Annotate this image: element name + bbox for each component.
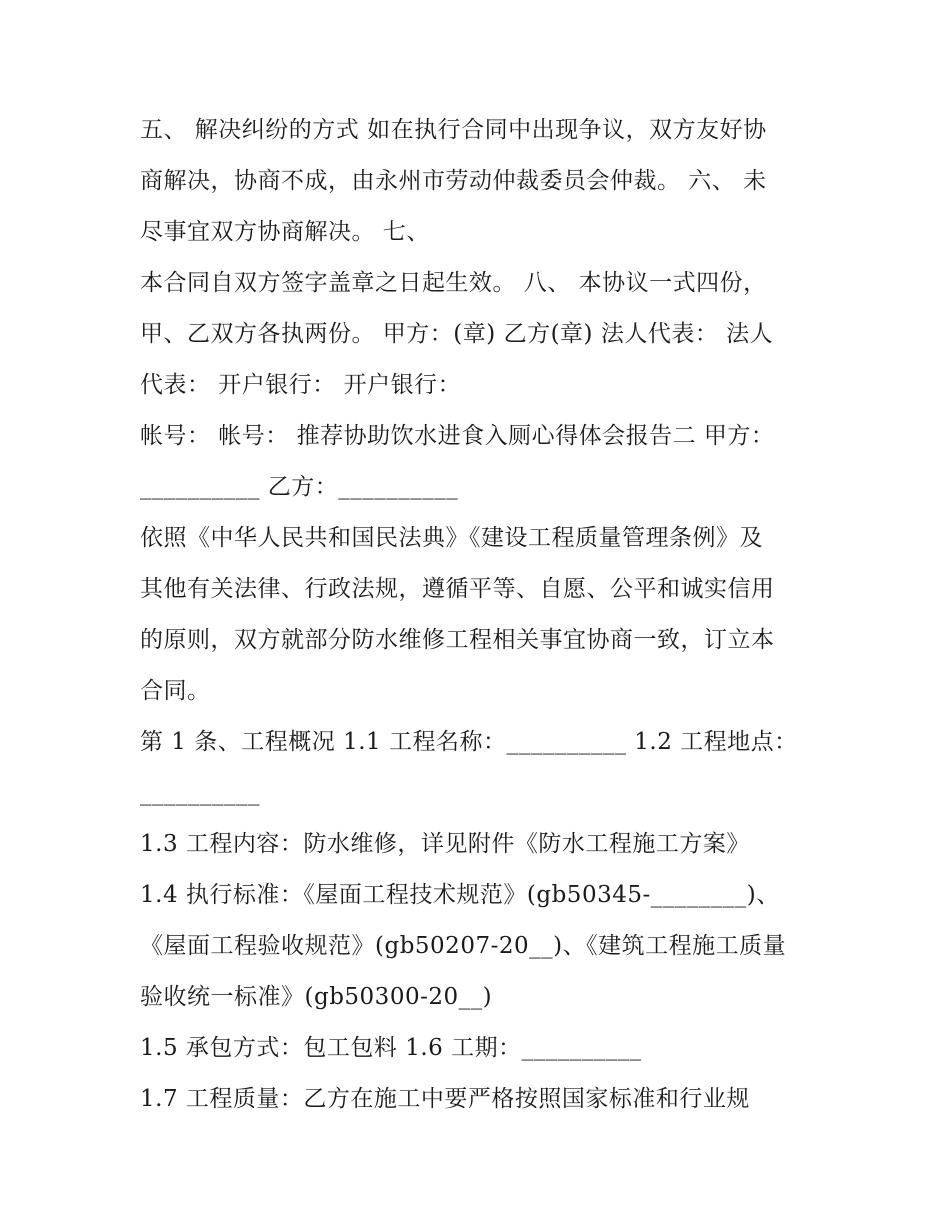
text-line-10: 其他有关法律、行政法规，遵循平等、自愿、公平和诚实信用 bbox=[140, 576, 775, 602]
text-line-4: 本合同自双方签字盖章之日起生效。 八、 本协议一式四份， bbox=[140, 270, 767, 296]
text-line-3: 尽事宜双方协商解决。 七、 bbox=[140, 219, 430, 245]
text-line-7: 帐号： 帐号： 推荐协助饮水进食入厕心得体会报告二 甲方： bbox=[140, 423, 775, 449]
text-line-20: 1.7 工程质量：乙方在施工中要严格按照国家标准和行业规 bbox=[140, 1086, 750, 1112]
text-line-5: 甲、乙双方各执两份。 甲方：(章) 乙方(章) 法人代表： 法人 bbox=[140, 321, 774, 347]
text-line-8: __________ 乙方：__________ bbox=[140, 474, 459, 500]
text-line-18: 验收统一标准》(gb50300-20__) bbox=[140, 984, 493, 1010]
text-line-12: 合同。 bbox=[140, 678, 211, 704]
text-line-16: 1.4 执行标准：《屋面工程技术规范》(gb50345-________)、 bbox=[140, 882, 780, 908]
text-line-17: 《屋面工程验收规范》(gb50207-20__)、《建筑工程施工质量 bbox=[140, 933, 787, 959]
text-line-19: 1.5 承包方式：包工包料 1.6 工期：__________ bbox=[140, 1035, 642, 1061]
text-line-11: 的原则，双方就部分防水维修工程相关事宜协商一致，订立本 bbox=[140, 627, 775, 653]
text-line-1: 五、 解决纠纷的方式 如在执行合同中出现争议，双方友好协 bbox=[140, 117, 767, 143]
text-line-6: 代表： 开户银行： 开户银行： bbox=[140, 372, 462, 398]
text-line-14: __________ bbox=[140, 780, 260, 806]
text-line-15: 1.3 工程内容：防水维修，详见附件《防水工程施工方案》 bbox=[140, 831, 750, 857]
document-body bbox=[140, 105, 820, 1125]
text-line-13: 第 1 条、工程概况 1.1 工程名称：__________ 1.2 工程地点： bbox=[140, 729, 798, 755]
text-line-9: 依照《中华人民共和国民法典》《建设工程质量管理条例》及 bbox=[140, 525, 763, 551]
text-line-2: 商解决，协商不成，由永州市劳动仲裁委员会仲裁。 六、 未 bbox=[140, 168, 767, 194]
